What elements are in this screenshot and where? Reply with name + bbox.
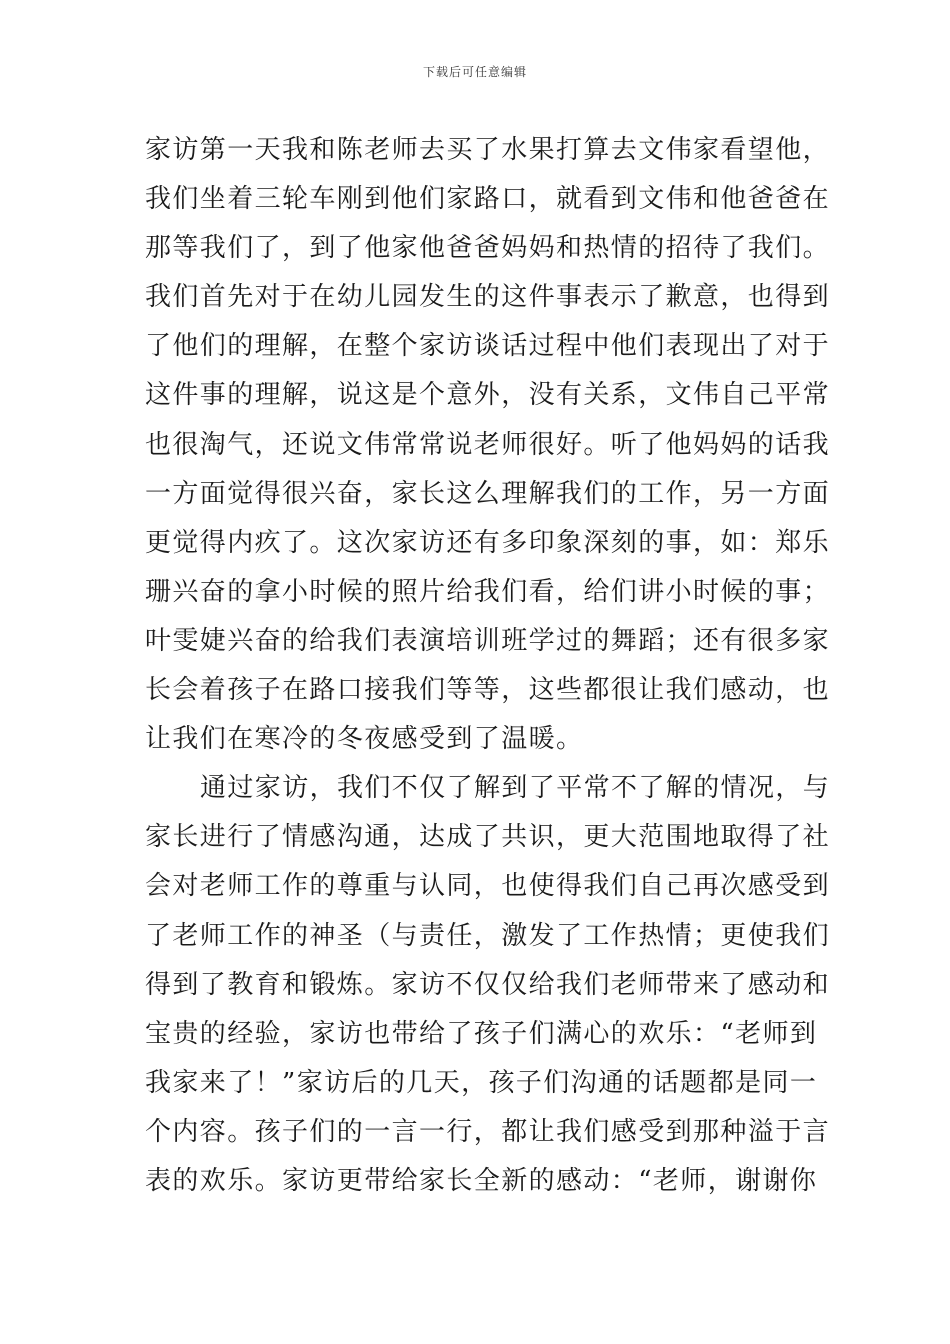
text-line: 通过家访，我们不仅了解到了平常不了解的情况，与 [200,773,831,804]
text-line: 得到了教育和锻炼。家访不仅仅给我们老师带来了感动和 [145,969,831,1000]
document-body [145,126,831,1206]
text-line: 我们坐着三轮车刚到他们家路口，就看到文伟和他爸爸在 [145,184,831,215]
download-note: 下载后可任意编辑 [422,65,527,79]
text-line: 个内容。孩子们的一言一行，都让我们感受到那种溢于言 [145,1116,831,1147]
text-line: 宝贵的经验，家访也带给了孩子们满心的欢乐：“老师到 [145,1018,818,1049]
text-line: 家长进行了情感沟通，达成了共识，更大范围地取得了社 [145,822,831,853]
paragraph [145,764,831,1206]
text-line: 会对老师工作的尊重与认同，也使得我们自己再次感受到 [145,871,831,902]
text-line: 让我们在寒冷的冬夜感受到了温暖。 [145,724,584,755]
text-line: 也很淘气，还说文伟常常说老师很好。听了他妈妈的话我 [145,429,831,460]
text-line: 了老师工作的神圣（与责任，激发了工作热情；更使我们 [145,920,831,951]
text-line: 珊兴奋的拿小时候的照片给我们看，给们讲小时候的事； [145,576,831,607]
text-line: 一方面觉得很兴奋，家长这么理解我们的工作，另一方面 [145,478,831,509]
text-line: 那等我们了，到了他家他爸爸妈妈和热情的招待了我们。 [145,233,831,264]
text-line: 表的欢乐。家访更带给家长全新的感动：“老师，谢谢你 [145,1165,818,1196]
text-line: 这件事的理解，说这是个意外，没有关系，文伟自己平常 [145,380,831,411]
text-line: 了他们的理解，在整个家访谈话过程中他们表现出了对于 [145,331,831,362]
text-line: 更觉得内疚了。这次家访还有多印象深刻的事，如：郑乐 [145,527,831,558]
text-line: 家访第一天我和陈老师去买了水果打算去文伟家看望他， [145,135,831,165]
text-line: 我们首先对于在幼儿园发生的这件事表示了歉意，也得到 [145,282,831,313]
paragraph [145,126,831,764]
text-line: 长会着孩子在路口接我们等等，这些都很让我们感动，也 [145,675,831,706]
text-line: 我家来了！”家访后的几天，孩子们沟通的话题都是同一 [145,1067,818,1098]
text-line: 叶雯婕兴奋的给我们表演培训班学过的舞蹈；还有很多家 [145,625,831,656]
